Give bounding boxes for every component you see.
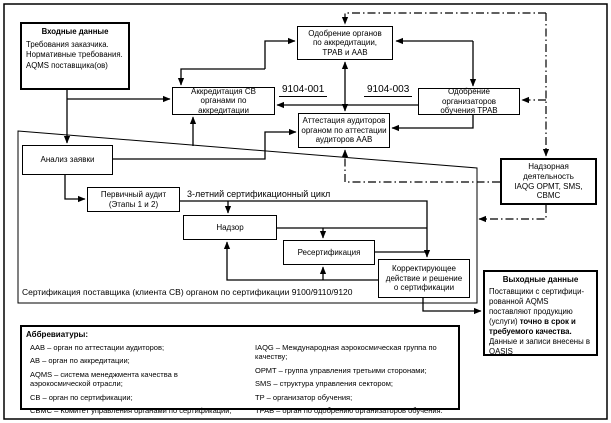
surveillance-box xyxy=(183,215,277,240)
abbreviation-entry: AQMS – система менеджмента качества в аэрокосмической отрасли; xyxy=(30,369,178,389)
initial-audit-box xyxy=(87,187,180,212)
abbreviation-entry: IAQG – Международная аэрокосмическая группа по качеству; xyxy=(255,343,437,362)
input-data-line: AQMS поставщика(ов) xyxy=(26,60,108,70)
abbreviation-entry: СВ – орган по сертификации; xyxy=(30,392,133,402)
oversight-line: Надзорная xyxy=(528,162,569,172)
oversight-line: деятельность xyxy=(523,171,574,181)
abbreviations-box xyxy=(20,325,460,415)
output-data-body xyxy=(489,287,592,358)
recertification-label: Ресертификация xyxy=(297,247,361,257)
ab-approval-line: Одобрение органов xyxy=(308,28,382,38)
application-review-label: Анализ заявки xyxy=(40,155,95,165)
auditor-attestation-line: Аттестация аудиторов xyxy=(302,116,386,126)
input-data-box xyxy=(20,22,130,90)
certification-cycle-label: 3-летний сертификационный цикл xyxy=(187,189,331,199)
abbreviations-title: Аббревиатуры: xyxy=(26,330,89,339)
cb-accreditation-line: органами по аккредитации xyxy=(198,96,249,115)
auditor-attestation-box xyxy=(298,113,390,148)
abbreviations-left-column xyxy=(30,343,238,419)
oversight-activity-box xyxy=(500,158,597,205)
corrective-action-line: Корректирующее xyxy=(392,264,456,274)
abbreviation-entry: СВМС – Комитет управления органами по сертификации; xyxy=(30,405,232,415)
input-data-line: Требования заказчика. xyxy=(26,39,109,49)
standard-9104-001-label: 9104-001 xyxy=(279,84,327,97)
oversight-line: IAQG ОРМТ, SMS, xyxy=(514,181,583,191)
abbreviation-entry: ОРМТ – группа управления третьими сторонами; xyxy=(255,365,427,375)
ab-approval-box xyxy=(297,26,393,60)
supplier-certification-label: Сертификация поставщика (клиента СВ) органом по сертификации 9100/9110/9120 xyxy=(22,287,353,297)
training-provider-line: обучения ТРАВ xyxy=(440,106,498,116)
corrective-action-box xyxy=(378,259,470,298)
abbreviation-entry: ТРАВ – орган по одобрению организаторов обучения. xyxy=(255,405,443,415)
initial-audit-line: Первичный аудит xyxy=(100,189,167,199)
abbreviation-entry: АВ – орган по аккредитации; xyxy=(30,356,130,366)
corrective-action-line: о сертификации xyxy=(393,283,455,293)
abbreviation-entry: ААВ – орган по аттестации аудиторов; xyxy=(30,343,165,352)
abbreviation-entry: SMS – структура управления сектором; xyxy=(255,379,393,389)
input-data-title: Входные данные xyxy=(41,27,109,36)
recertification-box xyxy=(283,240,375,265)
output-body-line2: Данные и записи внесены в OASIS xyxy=(489,337,591,357)
abbreviation-entry: ТР – организатор обучения; xyxy=(255,392,353,402)
initial-audit-line: (Этапы 1 и 2) xyxy=(108,199,159,209)
corrective-action-line: действие и решение xyxy=(385,273,463,283)
ab-approval-line: по аккредитации, xyxy=(312,38,378,48)
cb-accreditation-line: Аккредитация СВ xyxy=(191,86,256,96)
input-data-line: Нормативные требования. xyxy=(26,50,123,60)
training-provider-line: Одобрение организаторов xyxy=(441,87,497,106)
standard-9104-003-label: 9104-003 xyxy=(364,84,412,97)
training-provider-approval-box xyxy=(418,88,520,115)
ab-approval-line: ТРАВ и ААВ xyxy=(322,47,368,57)
auditor-attestation-line: органом по аттестации xyxy=(301,125,387,135)
cb-accreditation-box xyxy=(172,87,275,115)
output-body-bold-text: точно в срок и требуемого качества. xyxy=(489,316,576,337)
output-data-title: Выходные данные xyxy=(502,275,579,284)
application-review-box xyxy=(22,145,113,175)
abbreviations-right-column xyxy=(255,343,455,419)
surveillance-label: Надзор xyxy=(216,222,244,232)
output-data-box xyxy=(483,270,598,356)
output-body-text: Поставщики с сертифици-рованной AQMS поставляют продукцию (услуги) xyxy=(489,286,585,326)
auditor-attestation-line: аудиторов ААВ xyxy=(315,135,373,145)
oversight-line: СВМС xyxy=(536,191,561,201)
